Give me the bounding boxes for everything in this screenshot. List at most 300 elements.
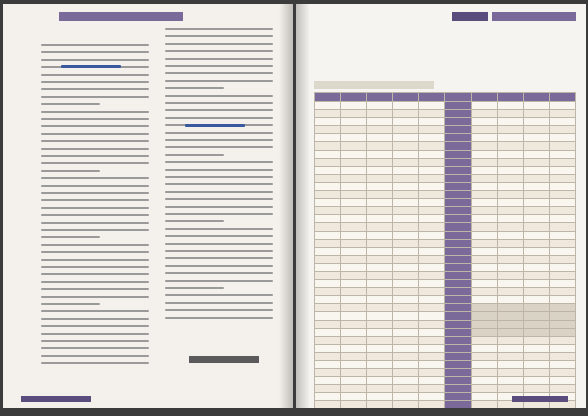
table-cell bbox=[367, 207, 393, 215]
table-cell bbox=[471, 263, 497, 271]
table-cell bbox=[367, 401, 393, 408]
table-cell bbox=[471, 239, 497, 247]
table-cell bbox=[523, 199, 549, 207]
table-row bbox=[315, 255, 576, 263]
text-line bbox=[41, 185, 149, 187]
table-cell bbox=[471, 158, 497, 166]
table-cell bbox=[393, 385, 419, 393]
table-cell bbox=[445, 255, 471, 263]
text-line bbox=[41, 288, 149, 290]
table-cell bbox=[341, 344, 367, 352]
text-line bbox=[165, 309, 273, 311]
table-cell bbox=[315, 199, 341, 207]
table-cell bbox=[419, 263, 445, 271]
table-cell bbox=[315, 223, 341, 231]
table-cell bbox=[315, 102, 341, 110]
table-cell bbox=[419, 215, 445, 223]
table-cell bbox=[419, 377, 445, 385]
table-row bbox=[315, 174, 576, 182]
table-cell bbox=[471, 271, 497, 279]
table-cell bbox=[445, 231, 471, 239]
text-line bbox=[165, 302, 273, 304]
table-cell bbox=[523, 231, 549, 239]
table-cell bbox=[367, 296, 393, 304]
table-cell bbox=[367, 304, 393, 312]
text-line bbox=[165, 28, 273, 30]
table-cell bbox=[497, 271, 523, 279]
table-cell bbox=[341, 215, 367, 223]
table-cell bbox=[341, 199, 367, 207]
table-cell bbox=[393, 102, 419, 110]
table-cell bbox=[549, 191, 575, 199]
table-cell bbox=[445, 361, 471, 369]
table-cell bbox=[419, 369, 445, 377]
text-line bbox=[41, 140, 149, 142]
table-cell bbox=[419, 158, 445, 166]
table-cell bbox=[497, 312, 523, 320]
table-cell bbox=[549, 207, 575, 215]
table-cell bbox=[393, 150, 419, 158]
table-cell bbox=[497, 280, 523, 288]
table-cell bbox=[549, 328, 575, 336]
table-cell bbox=[367, 223, 393, 231]
table-cell bbox=[367, 239, 393, 247]
table-cell bbox=[497, 288, 523, 296]
table-cell bbox=[549, 255, 575, 263]
text-line bbox=[165, 272, 273, 274]
table-cell bbox=[419, 207, 445, 215]
table-cell bbox=[367, 344, 393, 352]
table-cell bbox=[497, 150, 523, 158]
table-cell bbox=[341, 263, 367, 271]
table-cell bbox=[341, 320, 367, 328]
table-cell bbox=[393, 118, 419, 126]
table-cell bbox=[523, 288, 549, 296]
table-cell bbox=[549, 102, 575, 110]
table-cell bbox=[471, 385, 497, 393]
table-cell bbox=[549, 174, 575, 182]
table-cell bbox=[341, 102, 367, 110]
table-cell bbox=[315, 401, 341, 408]
text-line bbox=[41, 333, 149, 335]
table-cell bbox=[445, 182, 471, 190]
table-cell bbox=[471, 142, 497, 150]
table-cell bbox=[497, 102, 523, 110]
table-cell bbox=[523, 401, 549, 408]
table-cell bbox=[419, 361, 445, 369]
table-row bbox=[315, 271, 576, 279]
table-cell bbox=[315, 231, 341, 239]
table-cell bbox=[315, 280, 341, 288]
text-line bbox=[165, 206, 273, 208]
table-cell bbox=[497, 191, 523, 199]
table-cell bbox=[393, 288, 419, 296]
table-cell bbox=[497, 223, 523, 231]
table-cell bbox=[523, 191, 549, 199]
table-cell bbox=[341, 393, 367, 401]
table-cell bbox=[445, 118, 471, 126]
text-line bbox=[41, 362, 149, 364]
table-cell bbox=[419, 320, 445, 328]
column-heading bbox=[61, 65, 121, 68]
table-cell bbox=[497, 199, 523, 207]
table-cell bbox=[471, 93, 497, 102]
table-cell bbox=[367, 231, 393, 239]
table-cell bbox=[471, 102, 497, 110]
table-cell bbox=[497, 377, 523, 385]
table-row bbox=[315, 296, 576, 304]
text-line bbox=[41, 214, 149, 216]
table-cell bbox=[445, 320, 471, 328]
table-cell bbox=[367, 134, 393, 142]
table-cell bbox=[341, 328, 367, 336]
table-cell bbox=[367, 158, 393, 166]
table-cell bbox=[471, 166, 497, 174]
table-cell bbox=[315, 393, 341, 401]
table-cell bbox=[393, 142, 419, 150]
table-cell bbox=[471, 361, 497, 369]
table-cell bbox=[419, 182, 445, 190]
text-line bbox=[41, 207, 149, 209]
table-cell bbox=[549, 369, 575, 377]
table-cell bbox=[497, 126, 523, 134]
table-cell bbox=[471, 215, 497, 223]
table-cell bbox=[393, 263, 419, 271]
table-cell bbox=[341, 118, 367, 126]
table-cell bbox=[367, 150, 393, 158]
table-cell bbox=[393, 280, 419, 288]
table-cell bbox=[341, 223, 367, 231]
table-cell bbox=[471, 199, 497, 207]
table-cell bbox=[445, 239, 471, 247]
right-footer bbox=[512, 396, 568, 402]
table-cell bbox=[341, 255, 367, 263]
table-cell bbox=[445, 142, 471, 150]
table-cell bbox=[315, 255, 341, 263]
table-cell bbox=[523, 320, 549, 328]
table-cell bbox=[393, 377, 419, 385]
table-cell bbox=[315, 215, 341, 223]
text-line bbox=[41, 244, 149, 246]
table-cell bbox=[471, 312, 497, 320]
table-cell bbox=[341, 369, 367, 377]
table-cell bbox=[419, 304, 445, 312]
table-row bbox=[315, 304, 576, 312]
table-cell bbox=[523, 158, 549, 166]
table-row bbox=[315, 377, 576, 385]
table-cell bbox=[419, 110, 445, 118]
text-line bbox=[41, 59, 149, 61]
table-cell bbox=[497, 304, 523, 312]
table-cell bbox=[341, 304, 367, 312]
table-cell bbox=[341, 110, 367, 118]
table-cell bbox=[341, 239, 367, 247]
table-cell bbox=[315, 126, 341, 134]
text-line bbox=[41, 355, 149, 357]
table-cell bbox=[367, 110, 393, 118]
table-cell bbox=[419, 385, 445, 393]
table-cell bbox=[393, 312, 419, 320]
text-line bbox=[41, 318, 149, 320]
table-cell bbox=[523, 118, 549, 126]
table-cell bbox=[341, 271, 367, 279]
table-cell bbox=[471, 110, 497, 118]
table-cell bbox=[393, 361, 419, 369]
table-cell bbox=[471, 288, 497, 296]
table-cell bbox=[419, 271, 445, 279]
table-cell bbox=[497, 166, 523, 174]
table-row bbox=[315, 385, 576, 393]
table-cell bbox=[445, 401, 471, 408]
table-cell bbox=[549, 271, 575, 279]
table-cell bbox=[393, 207, 419, 215]
table-cell bbox=[445, 328, 471, 336]
table-cell bbox=[471, 352, 497, 360]
table-cell bbox=[523, 134, 549, 142]
table-cell bbox=[367, 247, 393, 255]
table-cell bbox=[523, 174, 549, 182]
table-cell bbox=[341, 134, 367, 142]
text-line bbox=[41, 199, 149, 201]
table-cell bbox=[367, 93, 393, 102]
table-cell bbox=[497, 215, 523, 223]
table-cell bbox=[523, 166, 549, 174]
table-row bbox=[315, 320, 576, 328]
table-cell bbox=[341, 401, 367, 408]
table-cell bbox=[549, 126, 575, 134]
table-cell bbox=[393, 369, 419, 377]
table-cell bbox=[315, 239, 341, 247]
table-row bbox=[315, 231, 576, 239]
table-cell bbox=[367, 393, 393, 401]
text-line bbox=[165, 102, 273, 104]
table-cell bbox=[549, 352, 575, 360]
table-cell bbox=[341, 174, 367, 182]
table-cell bbox=[471, 328, 497, 336]
text-line bbox=[165, 213, 273, 215]
table-cell bbox=[471, 191, 497, 199]
text-line bbox=[165, 95, 273, 97]
text-line bbox=[165, 169, 273, 171]
table-cell bbox=[367, 361, 393, 369]
table-cell bbox=[419, 328, 445, 336]
table-cell bbox=[315, 271, 341, 279]
subsection-heading bbox=[314, 81, 434, 89]
table-cell bbox=[315, 369, 341, 377]
table-cell bbox=[523, 102, 549, 110]
table-cell bbox=[445, 199, 471, 207]
table-cell bbox=[471, 304, 497, 312]
table-cell bbox=[497, 336, 523, 344]
table-cell bbox=[419, 102, 445, 110]
table-cell bbox=[419, 231, 445, 239]
table-row bbox=[315, 207, 576, 215]
table-cell bbox=[497, 361, 523, 369]
table-cell bbox=[315, 296, 341, 304]
table-cell bbox=[367, 215, 393, 223]
table-cell bbox=[523, 263, 549, 271]
table-cell bbox=[315, 93, 341, 102]
table-cell bbox=[393, 247, 419, 255]
table-cell bbox=[523, 377, 549, 385]
table-cell bbox=[523, 93, 549, 102]
table-cell bbox=[471, 126, 497, 134]
text-line bbox=[41, 340, 149, 342]
table-cell bbox=[445, 174, 471, 182]
table-cell bbox=[419, 312, 445, 320]
table-cell bbox=[367, 328, 393, 336]
table-cell bbox=[315, 361, 341, 369]
right-page bbox=[296, 4, 586, 408]
table-cell bbox=[419, 247, 445, 255]
table-cell bbox=[445, 377, 471, 385]
table-row bbox=[315, 312, 576, 320]
article-signature bbox=[189, 356, 259, 363]
table-cell bbox=[445, 385, 471, 393]
text-line bbox=[165, 50, 273, 52]
table-cell bbox=[341, 207, 367, 215]
table-cell bbox=[523, 223, 549, 231]
text-line bbox=[41, 259, 149, 261]
table-cell bbox=[393, 191, 419, 199]
table-cell bbox=[549, 118, 575, 126]
table-cell bbox=[471, 320, 497, 328]
table-cell bbox=[367, 369, 393, 377]
table-cell bbox=[315, 118, 341, 126]
table-cell bbox=[315, 158, 341, 166]
table-cell bbox=[367, 174, 393, 182]
table-cell bbox=[419, 142, 445, 150]
text-line bbox=[41, 155, 149, 157]
table-cell bbox=[445, 247, 471, 255]
table-cell bbox=[445, 288, 471, 296]
table-cell bbox=[549, 215, 575, 223]
table-cell bbox=[367, 182, 393, 190]
table-cell bbox=[315, 344, 341, 352]
table-row bbox=[315, 369, 576, 377]
text-line bbox=[41, 266, 149, 268]
table-cell bbox=[367, 255, 393, 263]
table-cell bbox=[549, 142, 575, 150]
text-line bbox=[165, 146, 273, 148]
table-cell bbox=[393, 336, 419, 344]
text-line bbox=[41, 296, 149, 298]
right-header-logo bbox=[452, 12, 488, 21]
table-cell bbox=[549, 231, 575, 239]
table-cell bbox=[549, 296, 575, 304]
right-gutter-shadow bbox=[296, 4, 310, 408]
table-cell bbox=[315, 166, 341, 174]
text-line bbox=[165, 72, 273, 74]
text-line bbox=[41, 103, 100, 105]
table-cell bbox=[393, 93, 419, 102]
table-cell bbox=[497, 328, 523, 336]
table-cell bbox=[523, 247, 549, 255]
table-cell bbox=[419, 199, 445, 207]
table-cell bbox=[393, 215, 419, 223]
table-cell bbox=[497, 385, 523, 393]
table-cell bbox=[471, 401, 497, 408]
table-cell bbox=[367, 288, 393, 296]
table-cell bbox=[341, 336, 367, 344]
text-line bbox=[165, 35, 273, 37]
left-gutter-shadow bbox=[279, 4, 293, 408]
table-cell bbox=[393, 393, 419, 401]
table-cell bbox=[419, 174, 445, 182]
table-row bbox=[315, 150, 576, 158]
table-cell bbox=[523, 239, 549, 247]
text-line bbox=[41, 192, 149, 194]
table-cell bbox=[549, 247, 575, 255]
table-cell bbox=[471, 280, 497, 288]
text-line bbox=[165, 43, 273, 45]
table-cell bbox=[549, 223, 575, 231]
table-cell bbox=[419, 191, 445, 199]
table-cell bbox=[367, 280, 393, 288]
table-cell bbox=[393, 401, 419, 408]
table-cell bbox=[549, 288, 575, 296]
table-cell bbox=[549, 280, 575, 288]
table-row bbox=[315, 158, 576, 166]
text-line bbox=[165, 154, 224, 156]
table-cell bbox=[315, 263, 341, 271]
table-cell bbox=[445, 93, 471, 102]
table-row bbox=[315, 199, 576, 207]
table-cell bbox=[367, 199, 393, 207]
table-row bbox=[315, 126, 576, 134]
table-cell bbox=[523, 336, 549, 344]
table-cell bbox=[549, 166, 575, 174]
table-cell bbox=[445, 352, 471, 360]
table-cell bbox=[523, 271, 549, 279]
table-cell bbox=[315, 110, 341, 118]
text-line bbox=[41, 325, 149, 327]
table-cell bbox=[367, 126, 393, 134]
table-cell bbox=[523, 150, 549, 158]
table-cell bbox=[523, 385, 549, 393]
table-cell bbox=[497, 369, 523, 377]
table-row bbox=[315, 142, 576, 150]
table-cell bbox=[367, 352, 393, 360]
table-cell bbox=[315, 304, 341, 312]
table-cell bbox=[471, 377, 497, 385]
text-line bbox=[165, 243, 273, 245]
table-cell bbox=[497, 296, 523, 304]
left-header-band bbox=[59, 12, 183, 21]
table-row bbox=[315, 328, 576, 336]
table-cell bbox=[367, 191, 393, 199]
table-cell bbox=[393, 166, 419, 174]
table-cell bbox=[393, 182, 419, 190]
table-cell bbox=[471, 231, 497, 239]
table-cell bbox=[471, 150, 497, 158]
table-cell bbox=[393, 134, 419, 142]
table-row bbox=[315, 182, 576, 190]
table-cell bbox=[393, 110, 419, 118]
table-cell bbox=[393, 174, 419, 182]
table-cell bbox=[445, 191, 471, 199]
table-cell bbox=[549, 377, 575, 385]
text-line bbox=[41, 96, 149, 98]
text-line bbox=[165, 58, 273, 60]
table-cell bbox=[445, 336, 471, 344]
text-line bbox=[165, 257, 273, 259]
table-cell bbox=[497, 158, 523, 166]
text-line bbox=[41, 148, 149, 150]
table-cell bbox=[419, 255, 445, 263]
left-footer bbox=[21, 396, 91, 402]
table-cell bbox=[367, 312, 393, 320]
